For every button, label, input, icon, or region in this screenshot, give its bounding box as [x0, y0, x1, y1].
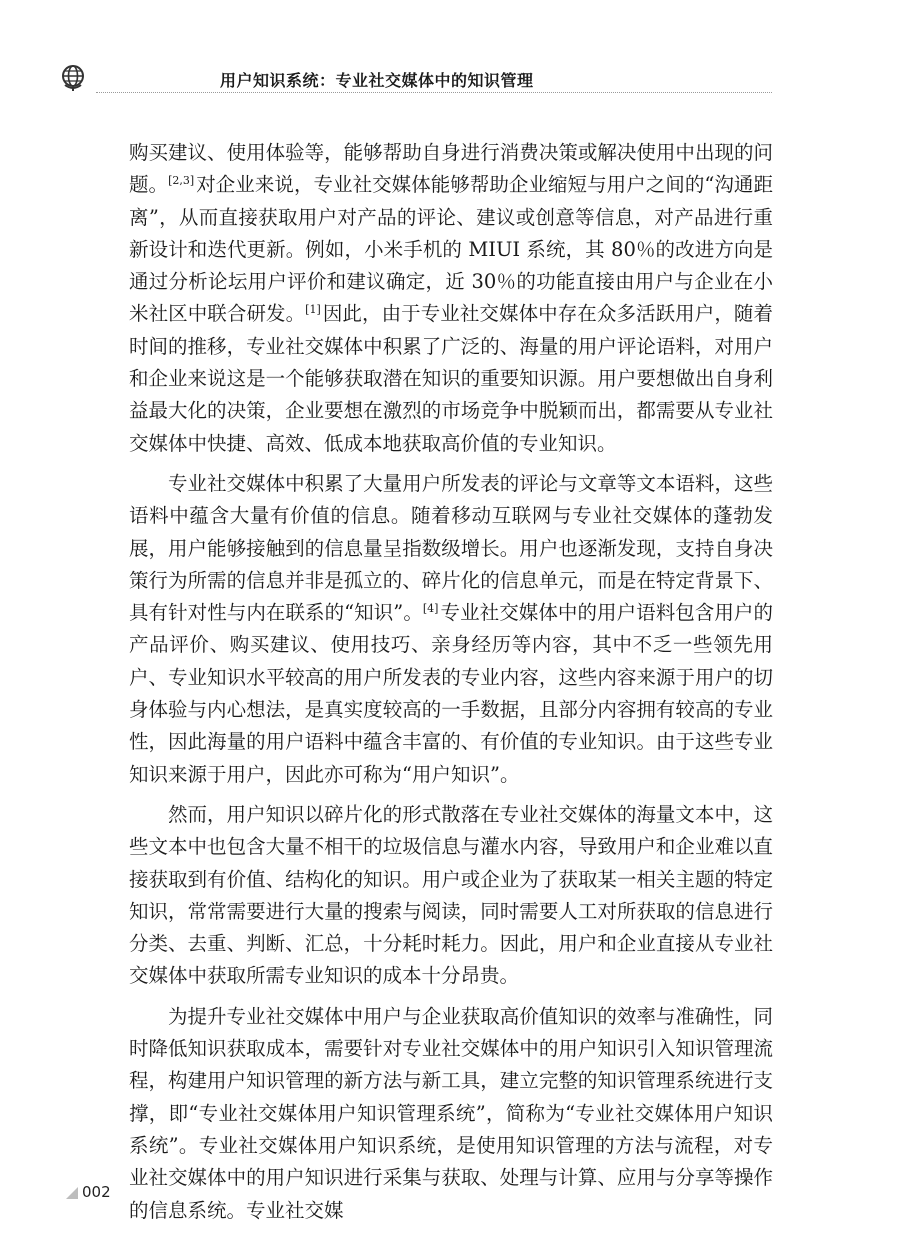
paragraph-1: [129, 137, 773, 460]
citation-ref: [4]: [422, 601, 439, 615]
page-number: 002: [82, 1183, 111, 1201]
globe-icon: [60, 64, 88, 92]
running-header: [60, 62, 772, 96]
paragraph-1-part-a: 购买建议、使用体验等，能够帮助自身进行消费决策或解决使用中出现的问题。: [129, 141, 773, 197]
header-divider: [96, 92, 772, 93]
paragraph-1-part-c: 因此，由于专业社交媒体中存在众多活跃用户，随着时间的推移，专业社交媒体中积累了广泛的、海量的用户评论语料，对用户和企业来说这是一个能够获取潜在知识的重要知识源。用户要想做出自身利益最大化的决策，企业要想在激烈的市场竞争中脱颖而出，都需要从专业社交媒体中快捷、高效、低成本地获取高价值的专业知识。: [129, 302, 773, 455]
body-text: [129, 137, 773, 1227]
citation-ref: [2,3]: [168, 173, 195, 187]
paragraph-1-part-b: 对企业来说，专业社交媒体能够帮助企业缩短与用户之间的“沟通距离”，从而直接获取用户对产品的评论、建议或创意等信息，对产品进行重新设计和迭代更新。例如，小米手机的 MIUI 系统，其 80％的改进方向是通过分析论坛用户评价和建议确定，近 30％的功能直接由用户与企业在小米社区中联合研发。: [129, 173, 773, 326]
paragraph-2-part-b: 专业社交媒体中的用户语料包含用户的产品评价、购买建议、使用技巧、亲身经历等内容，其中不乏一些领先用户、专业知识水平较高的用户所发表的专业内容，这些内容来源于用户的切身体验与内心想法，是真实度较高的一手数据，且部分内容拥有较高的专业性，因此海量的用户语料中蕴含丰富的、有价值的专业知识。由于这些专业知识来源于用户，因此亦可称为“用户知识”。: [129, 601, 773, 786]
paragraph-2: [129, 468, 773, 791]
paragraph-4: 为提升专业社交媒体中用户与企业获取高价值知识的效率与准确性，同时降低知识获取成本，需要针对专业社交媒体中的用户知识引入知识管理流程，构建用户知识管理的新方法与新工具，建立完整的知识管理系统进行支撑，即“专业社交媒体用户知识管理系统”，简称为“专业社交媒体用户知识系统”。专业社交媒体用户知识系统，是使用知识管理的方法与流程，对专业社交媒体中的用户知识进行采集与获取、处理与计算、应用与分享等操作的信息系统。专业社交媒: [129, 1004, 773, 1222]
paragraph-2-part-a: 专业社交媒体中积累了大量用户所发表的评论与文章等文本语料，这些语料中蕴含大量有价值的信息。随着移动互联网与专业社交媒体的蓬勃发展，用户能够接触到的信息量呈指数级增长。用户也逐渐发现，支持自身决策行为所需的信息并非是孤立的、碎片化的信息单元，而是在特定背景下、具有针对性与内在联系的“知识”。: [129, 471, 773, 625]
corner-mark-icon: [66, 1187, 78, 1199]
page-header-title: 用户知识系统：专业社交媒体中的知识管理: [220, 71, 534, 90]
paragraph-3: 然而，用户知识以碎片化的形式散落在专业社交媒体的海量文本中，这些文本中也包含大量不相干的垃圾信息与灌水内容，导致用户和企业难以直接获取到有价值、结构化的知识。用户或企业为了获取某一相关主题的特定知识，常常需要进行大量的搜索与阅读，同时需要人工对所获取的信息进行分类、去重、判断、汇总，十分耗时耗力。因此，用户和企业直接从专业社交媒体中获取所需专业知识的成本十分昂贵。: [129, 802, 773, 988]
citation-ref: [1]: [305, 302, 321, 316]
